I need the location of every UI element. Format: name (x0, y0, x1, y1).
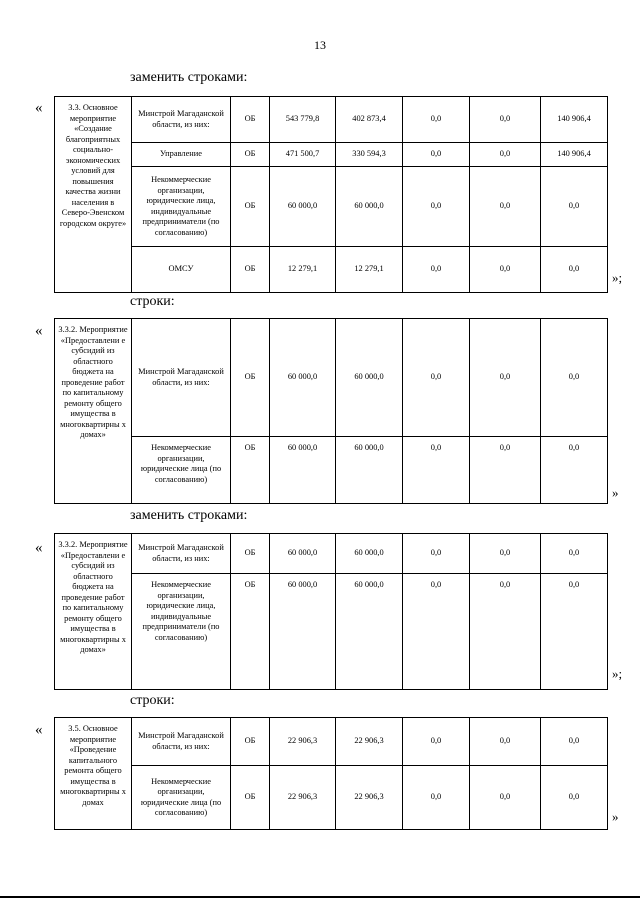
total-cell: 22 906,3 (270, 766, 336, 830)
table-row (55, 718, 608, 766)
year2-cell: 0,0 (403, 167, 470, 247)
year2-cell: 0,0 (403, 319, 470, 437)
year1-cell: 402 873,4 (336, 97, 403, 143)
source-cell: ОБ (231, 718, 270, 766)
total-cell: 60 000,0 (270, 167, 336, 247)
year2-cell: 0,0 (403, 143, 470, 167)
table-row (55, 143, 608, 167)
executor-cell: Некоммерческие организации, юридические лица, индивидуальные предприниматели (по согласованию) (132, 574, 231, 690)
year1-cell: 12 279,1 (336, 247, 403, 293)
section3-table (54, 533, 608, 690)
year2-cell: 0,0 (403, 574, 470, 690)
total-cell: 12 279,1 (270, 247, 336, 293)
section2-open-quote: « (35, 323, 43, 339)
year1-cell: 22 906,3 (336, 766, 403, 830)
bottom-rule (0, 896, 640, 898)
source-cell: ОБ (231, 143, 270, 167)
executor-cell: Минстрой Магаданской области, из них: (132, 319, 231, 437)
year4-cell: 0,0 (541, 247, 608, 293)
section4-table (54, 717, 608, 830)
section4-end-mark: » (612, 809, 619, 824)
total-cell: 60 000,0 (270, 437, 336, 504)
year2-cell: 0,0 (403, 97, 470, 143)
total-cell: 22 906,3 (270, 718, 336, 766)
source-cell: ОБ (231, 167, 270, 247)
executor-cell: Управление (132, 143, 231, 167)
executor-cell: Некоммерческие организации, юридические лица (по согласованию) (132, 437, 231, 504)
executor-cell: ОМСУ (132, 247, 231, 293)
section1-open-quote: « (35, 100, 43, 116)
event-cell: 3.3. Основное мероприятие «Создание благоприятных социально-экономических условий для повышения качества жизни населения в Северо-Эвенском городском округе» (55, 97, 132, 293)
executor-cell: Минстрой Магаданской области, из них: (132, 534, 231, 574)
table-row (55, 247, 608, 293)
year2-cell: 0,0 (403, 534, 470, 574)
table-row (55, 319, 608, 437)
section3-end-mark: »; (612, 666, 623, 681)
year2-cell: 0,0 (403, 437, 470, 504)
year1-cell: 60 000,0 (336, 534, 403, 574)
year4-cell: 0,0 (541, 437, 608, 504)
section2-table (54, 318, 608, 504)
section3-open-quote: « (35, 540, 43, 556)
table-row (55, 574, 608, 690)
event-cell: 3.5. Основное мероприятие «Проведение капитального ремонта общего имущества в многоквартирны х домах (55, 718, 132, 830)
table-row (55, 167, 608, 247)
total-cell: 60 000,0 (270, 534, 336, 574)
year3-cell: 0,0 (470, 718, 541, 766)
section1-end-mark: »; (612, 270, 623, 285)
year4-cell: 0,0 (541, 718, 608, 766)
year3-cell: 0,0 (470, 319, 541, 437)
year2-cell: 0,0 (403, 766, 470, 830)
source-cell: ОБ (231, 534, 270, 574)
section1-table (54, 96, 608, 293)
year3-cell: 0,0 (470, 143, 541, 167)
year4-cell: 0,0 (541, 319, 608, 437)
source-cell: ОБ (231, 319, 270, 437)
year4-cell: 140 906,4 (541, 97, 608, 143)
year2-cell: 0,0 (403, 718, 470, 766)
section4-heading: строки: (130, 693, 175, 708)
source-cell: ОБ (231, 766, 270, 830)
section1-heading: заменить строками: (130, 70, 248, 85)
executor-cell: Некоммерческие организации, юридические лица (по согласованию) (132, 766, 231, 830)
source-cell: ОБ (231, 574, 270, 690)
total-cell: 60 000,0 (270, 574, 336, 690)
year4-cell: 0,0 (541, 534, 608, 574)
event-cell: 3.3.2. Мероприятие «Предоставлени е субсидий из областного бюджета на проведение работ по капитальному ремонту общего имущества в многоквартирны х домах» (55, 534, 132, 690)
executor-cell: Минстрой Магаданской области, из них: (132, 718, 231, 766)
executor-cell: Некоммерческие организации, юридические лица, индивидуальные предприниматели (по согласованию) (132, 167, 231, 247)
executor-cell: Минстрой Магаданской области, из них: (132, 97, 231, 143)
year2-cell: 0,0 (403, 247, 470, 293)
year4-cell: 0,0 (541, 167, 608, 247)
event-cell: 3.3.2. Мероприятие «Предоставлени е субсидий из областного бюджета на проведение работ по капитальному ремонту общего имущества в многоквартирны х домах» (55, 319, 132, 504)
page-number: 13 (314, 38, 326, 52)
total-cell: 60 000,0 (270, 319, 336, 437)
total-cell: 543 779,8 (270, 97, 336, 143)
table-row (55, 437, 608, 504)
total-cell: 471 500,7 (270, 143, 336, 167)
source-cell: ОБ (231, 247, 270, 293)
source-cell: ОБ (231, 437, 270, 504)
year1-cell: 22 906,3 (336, 718, 403, 766)
table-row (55, 766, 608, 830)
year3-cell: 0,0 (470, 766, 541, 830)
year4-cell: 0,0 (541, 766, 608, 830)
section4-open-quote: « (35, 722, 43, 738)
year4-cell: 140 906,4 (541, 143, 608, 167)
table-row (55, 534, 608, 574)
year3-cell: 0,0 (470, 97, 541, 143)
year3-cell: 0,0 (470, 437, 541, 504)
year1-cell: 60 000,0 (336, 574, 403, 690)
year1-cell: 60 000,0 (336, 167, 403, 247)
table-row (55, 97, 608, 143)
year1-cell: 330 594,3 (336, 143, 403, 167)
section2-heading: строки: (130, 294, 175, 309)
year4-cell: 0,0 (541, 574, 608, 690)
year3-cell: 0,0 (470, 574, 541, 690)
year1-cell: 60 000,0 (336, 437, 403, 504)
year3-cell: 0,0 (470, 247, 541, 293)
year1-cell: 60 000,0 (336, 319, 403, 437)
source-cell: ОБ (231, 97, 270, 143)
year3-cell: 0,0 (470, 167, 541, 247)
section2-end-mark: » (612, 485, 619, 500)
year3-cell: 0,0 (470, 534, 541, 574)
section3-heading: заменить строками: (130, 508, 248, 523)
